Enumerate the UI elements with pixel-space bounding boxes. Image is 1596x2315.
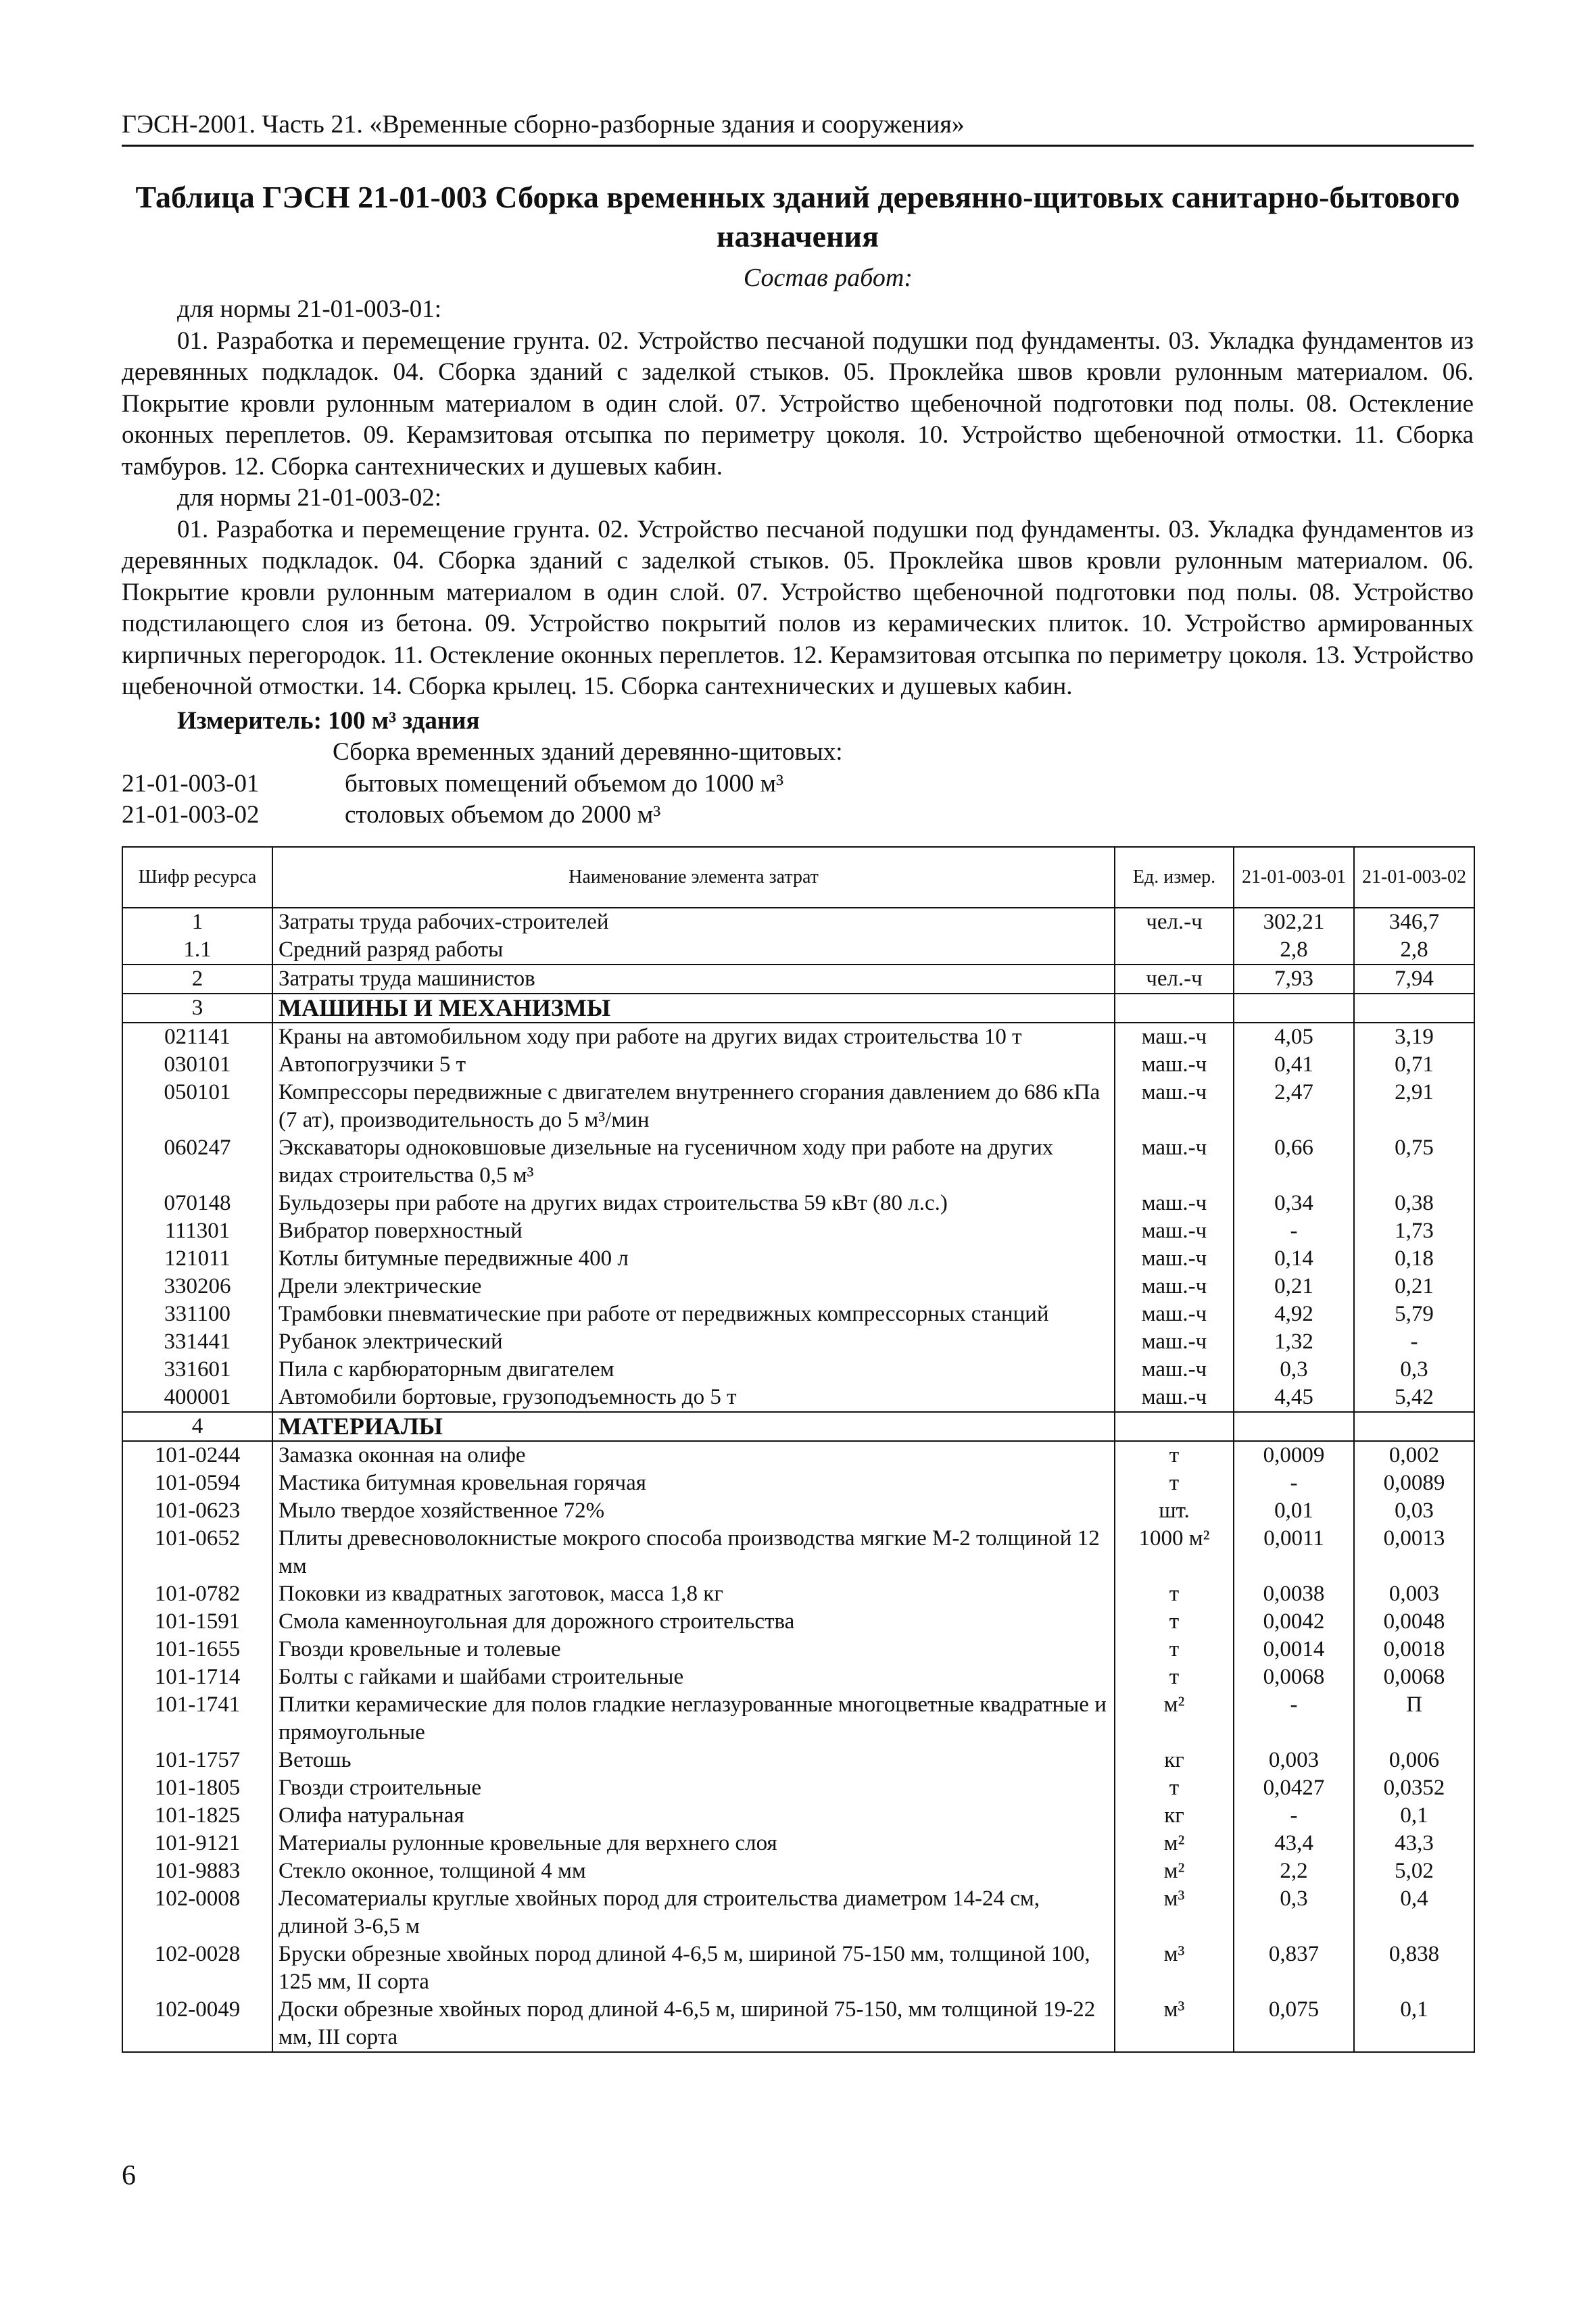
cell-code: 101-0244 — [122, 1441, 272, 1469]
header-code: Шифр ресурса — [122, 847, 272, 908]
variant-code: 21-01-003-01 — [122, 769, 260, 798]
cell-norm-02: 5,42 — [1354, 1384, 1474, 1412]
cell-unit: т — [1115, 1636, 1234, 1663]
work-composition — [122, 294, 1474, 831]
cell-name: Гвозди строительные — [272, 1774, 1115, 1802]
page-number: 6 — [122, 2160, 136, 2191]
cell-name: Средний разряд работы — [272, 936, 1115, 965]
cell-norm-01: - — [1234, 1217, 1354, 1245]
cell-norm-02: 0,1 — [1354, 1802, 1474, 1830]
cell-unit: 1000 м² — [1115, 1525, 1234, 1580]
cell-norm-01: - — [1234, 1691, 1354, 1747]
cell-norm-01: 4,05 — [1234, 1023, 1354, 1051]
cell-norm-02: П — [1354, 1691, 1474, 1747]
table-row — [122, 1691, 1474, 1747]
table-row — [122, 1636, 1474, 1663]
cell-unit: маш.-ч — [1115, 1217, 1234, 1245]
cell-unit: маш.-ч — [1115, 1328, 1234, 1356]
table-row — [122, 1273, 1474, 1300]
cell-code: 101-1714 — [122, 1663, 272, 1691]
cell-code: 102-0008 — [122, 1885, 272, 1941]
cell-norm-02: 0,21 — [1354, 1273, 1474, 1300]
cell-name: Котлы битумные передвижные 400 л — [272, 1245, 1115, 1273]
cell-norm-02: 0,838 — [1354, 1941, 1474, 1996]
cell-name: Доски обрезные хвойных пород длиной 4-6,5 м, шириной 75-150, мм толщиной 19-22 мм, III сорта — [272, 1996, 1115, 2052]
cell-code: 021141 — [122, 1023, 272, 1051]
table-row — [122, 1885, 1474, 1941]
table-row — [122, 965, 1474, 994]
cell-code: 101-1825 — [122, 1802, 272, 1830]
cell-unit: маш.-ч — [1115, 1079, 1234, 1134]
table-row — [122, 1412, 1474, 1441]
table-row — [122, 1857, 1474, 1885]
cell-norm-01: 1,32 — [1234, 1328, 1354, 1356]
table-row — [122, 1023, 1474, 1051]
cell-norm-01 — [1234, 994, 1354, 1023]
cell-code: 3 — [122, 994, 272, 1023]
cell-norm-01: 0,0068 — [1234, 1663, 1354, 1691]
cell-name: Олифа натуральная — [272, 1802, 1115, 1830]
cell-unit: м² — [1115, 1830, 1234, 1857]
cell-unit: маш.-ч — [1115, 1356, 1234, 1384]
table-row — [122, 908, 1474, 936]
cell-name: Пила с карбюраторным двигателем — [272, 1356, 1115, 1384]
cell-code: 101-1655 — [122, 1636, 272, 1663]
cell-norm-02: 0,4 — [1354, 1885, 1474, 1941]
cell-name: Автопогрузчики 5 т — [272, 1051, 1115, 1079]
cell-unit: т — [1115, 1580, 1234, 1608]
cell-name: Бруски обрезные хвойных пород длиной 4-6,5 м, шириной 75-150 мм, толщиной 100, 125 мм, II сорта — [272, 1941, 1115, 1996]
cell-norm-01: 0,66 — [1234, 1134, 1354, 1190]
cell-norm-02 — [1354, 994, 1474, 1023]
cell-name: Дрели электрические — [272, 1273, 1115, 1300]
cell-code: 030101 — [122, 1051, 272, 1079]
cell-code: 331441 — [122, 1328, 272, 1356]
cell-norm-01: 0,075 — [1234, 1996, 1354, 2052]
cell-code: 1.1 — [122, 936, 272, 965]
cell-norm-02: 0,002 — [1354, 1441, 1474, 1469]
table-row — [122, 1300, 1474, 1328]
cell-code: 101-0652 — [122, 1525, 272, 1580]
cell-unit: маш.-ч — [1115, 1300, 1234, 1328]
cell-norm-01: 0,0009 — [1234, 1441, 1354, 1469]
cell-norm-01: 4,45 — [1234, 1384, 1354, 1412]
cell-unit: маш.-ч — [1115, 1023, 1234, 1051]
cell-code: 331100 — [122, 1300, 272, 1328]
running-header: ГЭСН-2001. Часть 21. «Временные сборно-разборные здания и сооружения» — [122, 108, 1474, 147]
table-row — [122, 1245, 1474, 1273]
variant-row — [122, 769, 1474, 800]
cell-norm-02: 346,7 — [1354, 908, 1474, 936]
cell-norm-01: - — [1234, 1469, 1354, 1497]
cell-unit: чел.-ч — [1115, 965, 1234, 994]
cell-unit: чел.-ч — [1115, 908, 1234, 936]
cell-norm-01: 0,0014 — [1234, 1636, 1354, 1663]
cell-norm-01: 0,21 — [1234, 1273, 1354, 1300]
variant-row — [122, 800, 1474, 831]
cell-norm-02: 0,71 — [1354, 1051, 1474, 1079]
norm-work-list: 01. Разработка и перемещение грунта. 02. Устройство песчаной подушки под фундаменты. 03. Укладка фундаментов из деревянных подкладок. 04. Сборка зданий с заделкой стыков. 05. Проклейка швов кровли рулонным материалом. 06. Покрытие кровли рулонным материалом в один слой. 07. Устройство щебеночной подготовки под полы. 08. Устройство подстилающего слоя из бетона. 09. Устройство покрытий полов из керамических плиток. 10. Устройство армированных кирпичных перегородок. 11. Остекление оконных переплетов. 12. Керамзитовая отсыпка по периметру цоколя. 13. Устройство щебеночной отмостки. 14. Сборка крылец. 15. Сборка сантехнических и душевых кабин. — [122, 515, 1474, 700]
cell-norm-02: 0,3 — [1354, 1356, 1474, 1384]
cell-norm-01: 0,01 — [1234, 1497, 1354, 1525]
table-header-row — [122, 847, 1474, 908]
cell-name: Бульдозеры при работе на других видах строительства 59 кВт (80 л.с.) — [272, 1190, 1115, 1217]
cell-name: Гвозди кровельные и толевые — [272, 1636, 1115, 1663]
cell-code: 101-0623 — [122, 1497, 272, 1525]
cell-norm-01: 0,0011 — [1234, 1525, 1354, 1580]
cell-unit: м³ — [1115, 1885, 1234, 1941]
table-row — [122, 1384, 1474, 1412]
cell-norm-02: 5,79 — [1354, 1300, 1474, 1328]
cell-unit: маш.-ч — [1115, 1273, 1234, 1300]
cell-norm-02: 0,0018 — [1354, 1636, 1474, 1663]
cell-name: Материалы рулонные кровельные для верхнего слоя — [272, 1830, 1115, 1857]
document-page — [122, 108, 1474, 2053]
cell-unit: кг — [1115, 1747, 1234, 1774]
cell-norm-01: 302,21 — [1234, 908, 1354, 936]
composition-label: Состав работ: — [743, 264, 913, 292]
cell-code: 331601 — [122, 1356, 272, 1384]
cell-norm-01: 0,837 — [1234, 1941, 1354, 1996]
cell-name: Экскаваторы одноковшовые дизельные на гусеничном ходу при работе на других видах строительства 0,5 м³ — [272, 1134, 1115, 1190]
variant-code: 21-01-003-02 — [122, 801, 260, 829]
cell-code: 101-1741 — [122, 1691, 272, 1747]
cell-unit: маш.-ч — [1115, 1134, 1234, 1190]
cell-norm-02: 0,0013 — [1354, 1525, 1474, 1580]
cell-unit: т — [1115, 1774, 1234, 1802]
cell-unit: м² — [1115, 1691, 1234, 1747]
cell-norm-02: 5,02 — [1354, 1857, 1474, 1885]
cell-name: Лесоматериалы круглые хвойных пород для строительства диаметром 14-24 см, длиной 3-6,5 м — [272, 1885, 1115, 1941]
cell-name: Ветошь — [272, 1747, 1115, 1774]
table-row — [122, 1941, 1474, 1996]
cell-name: Стекло оконное, толщиной 4 мм — [272, 1857, 1115, 1885]
cell-code: 330206 — [122, 1273, 272, 1300]
cell-name: Вибратор поверхностный — [272, 1217, 1115, 1245]
cell-norm-01: 0,3 — [1234, 1356, 1354, 1384]
table-row — [122, 1079, 1474, 1134]
table-row — [122, 1190, 1474, 1217]
cell-unit — [1115, 936, 1234, 965]
norm-work-list: 01. Разработка и перемещение грунта. 02. Устройство песчаной подушки под фундаменты. 03. Укладка фундаментов из деревянных подкладок. 04. Сборка зданий с заделкой стыков. 05. Проклейка швов кровли рулонным материалом. 06. Покрытие кровли рулонным материалом в один слой. 07. Устройство щебеночной подготовки под полы. 08. Остекление оконных переплетов. 09. Керамзитовая отсыпка по периметру цоколя. 10. Устройство щебеночной отмостки. 11. Сборка тамбуров. 12. Сборка сантехнических и душевых кабин. — [122, 326, 1474, 481]
cell-code: 1 — [122, 908, 272, 936]
cell-norm-02: 2,91 — [1354, 1079, 1474, 1134]
cell-name: МАШИНЫ И МЕХАНИЗМЫ — [272, 994, 1115, 1023]
cell-norm-02: 0,0089 — [1354, 1469, 1474, 1497]
cell-norm-02: 2,8 — [1354, 936, 1474, 965]
cell-norm-02: 0,0068 — [1354, 1663, 1474, 1691]
cell-unit: т — [1115, 1663, 1234, 1691]
cell-name: Болты с гайками и шайбами строительные — [272, 1663, 1115, 1691]
cell-code: 050101 — [122, 1079, 272, 1134]
cell-norm-01: 2,47 — [1234, 1079, 1354, 1134]
table-row — [122, 1328, 1474, 1356]
cell-name: Мыло твердое хозяйственное 72% — [272, 1497, 1115, 1525]
cell-name: Плитки керамические для полов гладкие неглазурованные многоцветные квадратные и прямоугольные — [272, 1691, 1115, 1747]
cell-norm-02: 0,75 — [1354, 1134, 1474, 1190]
cell-unit: т — [1115, 1441, 1234, 1469]
table-row — [122, 1608, 1474, 1636]
table-row — [122, 1356, 1474, 1384]
table-row — [122, 1774, 1474, 1802]
header-unit: Ед. измер. — [1115, 847, 1234, 908]
table-row — [122, 1580, 1474, 1608]
table-body — [122, 908, 1474, 2052]
cell-norm-02: 43,3 — [1354, 1830, 1474, 1857]
table-row — [122, 1802, 1474, 1830]
cell-code: 121011 — [122, 1245, 272, 1273]
cell-unit — [1115, 994, 1234, 1023]
cell-name: Автомобили бортовые, грузоподъемность до 5 т — [272, 1384, 1115, 1412]
header-norm-01: 21-01-003-01 — [1234, 847, 1354, 908]
table-row — [122, 1663, 1474, 1691]
table-row — [122, 1996, 1474, 2052]
cell-unit: м² — [1115, 1857, 1234, 1885]
cell-code: 101-1805 — [122, 1774, 272, 1802]
cell-norm-01: 4,92 — [1234, 1300, 1354, 1328]
cell-code: 060247 — [122, 1134, 272, 1190]
cell-name: Затраты труда машинистов — [272, 965, 1115, 994]
cell-norm-02: 0,03 — [1354, 1497, 1474, 1525]
cell-unit: маш.-ч — [1115, 1245, 1234, 1273]
variant-name: бытовых помещений объемом до 1000 м³ — [345, 769, 784, 798]
cell-code: 101-1757 — [122, 1747, 272, 1774]
cell-unit: м³ — [1115, 1996, 1234, 2052]
norm-label: для нормы 21-01-003-01: — [177, 295, 442, 323]
table-row — [122, 1441, 1474, 1469]
cell-unit: маш.-ч — [1115, 1384, 1234, 1412]
cell-norm-01: 7,93 — [1234, 965, 1354, 994]
cell-name: Компрессоры передвижные с двигателем внутреннего сгорания давлением до 686 кПа (7 ат), производительность до 5 м³/мин — [272, 1079, 1115, 1134]
cell-norm-02: 0,0352 — [1354, 1774, 1474, 1802]
cell-code: 102-0028 — [122, 1941, 272, 1996]
header-name: Наименование элемента затрат — [272, 847, 1115, 908]
cell-unit: м³ — [1115, 1941, 1234, 1996]
cell-name: Затраты труда рабочих-строителей — [272, 908, 1115, 936]
cell-name: Мастика битумная кровельная горячая — [272, 1469, 1115, 1497]
cell-name: Замазка оконная на олифе — [272, 1441, 1115, 1469]
cell-name: Рубанок электрический — [272, 1328, 1115, 1356]
table-row — [122, 936, 1474, 965]
cell-code: 101-9883 — [122, 1857, 272, 1885]
cell-norm-01: 43,4 — [1234, 1830, 1354, 1857]
table-row — [122, 1830, 1474, 1857]
cell-norm-01: 0,34 — [1234, 1190, 1354, 1217]
cell-name: Смола каменноугольная для дорожного строительства — [272, 1608, 1115, 1636]
norm-label: для нормы 21-01-003-02: — [177, 484, 442, 512]
variant-name: столовых объемом до 2000 м³ — [345, 801, 661, 829]
cell-name: Трамбовки пневматические при работе от передвижных компрессорных станций — [272, 1300, 1115, 1328]
cell-name: Поковки из квадратных заготовок, масса 1,8 кг — [272, 1580, 1115, 1608]
cell-norm-01: 0,3 — [1234, 1885, 1354, 1941]
cell-norm-01: 0,0427 — [1234, 1774, 1354, 1802]
cell-norm-01: 0,0042 — [1234, 1608, 1354, 1636]
cell-norm-01: 0,003 — [1234, 1747, 1354, 1774]
cell-code: 400001 — [122, 1384, 272, 1412]
cell-unit: маш.-ч — [1115, 1051, 1234, 1079]
cell-norm-01: 2,8 — [1234, 936, 1354, 965]
table-row — [122, 1217, 1474, 1245]
cell-norm-02: 0,1 — [1354, 1996, 1474, 2052]
cell-norm-02: 0,38 — [1354, 1190, 1474, 1217]
cell-norm-02: 7,94 — [1354, 965, 1474, 994]
cell-name: Плиты древесноволокнистые мокрого способа производства мягкие М-2 толщиной 12 мм — [272, 1525, 1115, 1580]
cell-unit — [1115, 1412, 1234, 1441]
table-row — [122, 1051, 1474, 1079]
cell-code: 111301 — [122, 1217, 272, 1245]
cell-norm-02: 0,18 — [1354, 1245, 1474, 1273]
cell-norm-02: 3,19 — [1354, 1023, 1474, 1051]
cell-code: 101-9121 — [122, 1830, 272, 1857]
measurement-unit: Измеритель: 100 м³ здания — [177, 706, 480, 735]
cell-norm-01: 0,41 — [1234, 1051, 1354, 1079]
cell-norm-01: 0,0038 — [1234, 1580, 1354, 1608]
table-row — [122, 1134, 1474, 1190]
cell-unit: кг — [1115, 1802, 1234, 1830]
cell-code: 102-0049 — [122, 1996, 272, 2052]
cell-norm-01: 0,14 — [1234, 1245, 1354, 1273]
cell-norm-02: 0,006 — [1354, 1747, 1474, 1774]
cell-norm-01: - — [1234, 1802, 1354, 1830]
cell-code: 101-1591 — [122, 1608, 272, 1636]
table-row — [122, 1525, 1474, 1580]
table-row — [122, 1469, 1474, 1497]
cell-norm-02: 0,0048 — [1354, 1608, 1474, 1636]
cell-code: 4 — [122, 1412, 272, 1441]
table-row — [122, 994, 1474, 1023]
cell-norm-02: 1,73 — [1354, 1217, 1474, 1245]
cell-unit: т — [1115, 1469, 1234, 1497]
cell-norm-02: 0,003 — [1354, 1580, 1474, 1608]
cell-code: 101-0782 — [122, 1580, 272, 1608]
cell-code: 101-0594 — [122, 1469, 272, 1497]
cell-code: 070148 — [122, 1190, 272, 1217]
cell-code: 2 — [122, 965, 272, 994]
cell-name: МАТЕРИАЛЫ — [272, 1412, 1115, 1441]
variants-title: Сборка временных зданий деревянно-щитовых: — [333, 738, 843, 766]
cell-name: Краны на автомобильном ходу при работе на других видах строительства 10 т — [272, 1023, 1115, 1051]
cell-unit: шт. — [1115, 1497, 1234, 1525]
cell-norm-01: 2,2 — [1234, 1857, 1354, 1885]
cell-norm-02 — [1354, 1412, 1474, 1441]
table-row — [122, 1497, 1474, 1525]
resource-table — [122, 846, 1475, 2053]
cell-unit: маш.-ч — [1115, 1190, 1234, 1217]
table-row — [122, 1747, 1474, 1774]
cell-norm-01 — [1234, 1412, 1354, 1441]
cell-unit: т — [1115, 1608, 1234, 1636]
cell-norm-02: - — [1354, 1328, 1474, 1356]
table-title: Таблица ГЭСН 21-01-003 Сборка временных зданий деревянно-щитовых санитарно-бытового назначения — [135, 180, 1460, 253]
header-norm-02: 21-01-003-02 — [1354, 847, 1474, 908]
